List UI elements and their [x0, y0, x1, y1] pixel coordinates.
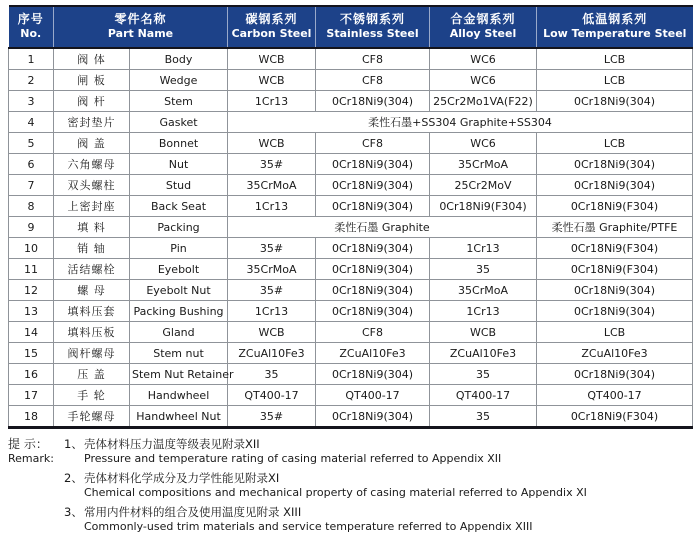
cell-material: LCB [537, 322, 693, 343]
cell-material: QT400-17 [537, 385, 693, 406]
cell-no: 7 [9, 175, 54, 196]
table-row [9, 343, 693, 364]
cell-no: 5 [9, 133, 54, 154]
cell-no: 13 [9, 301, 54, 322]
cell-material: 0Cr18Ni9(304) [537, 280, 693, 301]
cell-no: 10 [9, 238, 54, 259]
table-row [9, 133, 693, 154]
remark-item-cn: 壳体材料化学成分及力学性能见附录XI [84, 471, 280, 485]
cell-material: 0Cr18Ni9(F304) [430, 196, 537, 217]
cell-material: 0Cr18Ni9(F304) [537, 406, 693, 428]
cell-material: ZCuAl10Fe3 [537, 343, 693, 364]
table-row [9, 154, 693, 175]
cell-part-name-cn: 填料压套 [54, 301, 130, 322]
table-row [9, 259, 693, 280]
cell-material: QT400-17 [228, 385, 316, 406]
cell-material: 35CrMoA [430, 154, 537, 175]
remark-item-number: 3、 [64, 505, 83, 519]
cell-material: 0Cr18Ni9(F304) [537, 259, 693, 280]
header-part-name [54, 6, 228, 48]
remark-item [64, 438, 692, 465]
cell-material: WCB [228, 322, 316, 343]
cell-material: 0Cr18Ni9(304) [316, 406, 430, 428]
remark-item-number: 2、 [64, 471, 83, 485]
cell-material: WC6 [430, 48, 537, 70]
header-alloy-steel-en: Alloy Steel [449, 27, 517, 40]
remark-label-en: Remark: [8, 452, 54, 465]
cell-material: WCB [228, 133, 316, 154]
table-header [9, 6, 693, 48]
remark-items [64, 438, 692, 540]
cell-part-name-en: Eyebolt [130, 259, 228, 280]
table-row [9, 196, 693, 217]
remark-label-cn: 提 示： [8, 437, 48, 451]
cell-part-name-en: Back Seat [130, 196, 228, 217]
cell-material: 35 [430, 364, 537, 385]
header-carbon-steel-en: Carbon Steel [231, 27, 312, 40]
table-row [9, 48, 693, 70]
cell-material: 柔性石墨+SS304 Graphite+SS304 [228, 112, 693, 133]
cell-part-name-en: Body [130, 48, 228, 70]
cell-no: 16 [9, 364, 54, 385]
remark-item-lines [84, 506, 532, 533]
cell-material: 0Cr18Ni9(304) [316, 238, 430, 259]
cell-no: 2 [9, 70, 54, 91]
cell-material: 0Cr18Ni9(304) [537, 154, 693, 175]
cell-material: 0Cr18Ni9(F304) [537, 196, 693, 217]
table-row [9, 238, 693, 259]
cell-no: 18 [9, 406, 54, 428]
cell-part-name-cn: 螺 母 [54, 280, 130, 301]
header-low-temp-steel [537, 6, 693, 48]
cell-material: 35CrMoA [228, 175, 316, 196]
cell-material: 35# [228, 154, 316, 175]
cell-material: WCB [430, 322, 537, 343]
cell-part-name-cn: 填料压板 [54, 322, 130, 343]
cell-material: 0Cr18Ni9(304) [537, 91, 693, 112]
header-no-cn: 序号 [17, 12, 44, 26]
remark-item-lines [84, 472, 587, 499]
cell-part-name-cn: 双头螺柱 [54, 175, 130, 196]
cell-material: 35 [228, 364, 316, 385]
header-part-name-cn: 零件名称 [114, 12, 167, 26]
remark-item-en: Pressure and temperature rating of casing material referred to Appendix XII [84, 452, 502, 465]
cell-material: 0Cr18Ni9(304) [316, 154, 430, 175]
remark-item-en: Commonly-used trim materials and service temperature referred to Appendix XIII [84, 520, 533, 533]
header-low-temp-steel-cn: 低温钢系列 [582, 12, 648, 26]
cell-material: 1Cr13 [430, 238, 537, 259]
cell-part-name-cn: 密封垫片 [54, 112, 130, 133]
cell-material: 0Cr18Ni9(304) [316, 196, 430, 217]
cell-part-name-en: Handwheel Nut [130, 406, 228, 428]
table-row [9, 322, 693, 343]
cell-no: 9 [9, 217, 54, 238]
cell-material: 0Cr18Ni9(304) [537, 175, 693, 196]
table-row [9, 70, 693, 91]
cell-material: 柔性石墨 Graphite/PTFE [537, 217, 693, 238]
cell-part-name-en: Stem Nut Retainer [130, 364, 228, 385]
cell-material: 35 [430, 406, 537, 428]
cell-part-name-cn: 上密封座 [54, 196, 130, 217]
cell-part-name-en: Eyebolt Nut [130, 280, 228, 301]
cell-part-name-en: Packing Bushing [130, 301, 228, 322]
cell-material: LCB [537, 133, 693, 154]
cell-part-name-en: Handwheel [130, 385, 228, 406]
header-part-name-en: Part Name [107, 27, 174, 40]
cell-material: 0Cr18Ni9(304) [316, 301, 430, 322]
cell-no: 14 [9, 322, 54, 343]
table-row [9, 364, 693, 385]
cell-part-name-en: Packing [130, 217, 228, 238]
cell-part-name-cn: 六角螺母 [54, 154, 130, 175]
cell-part-name-en: Stem [130, 91, 228, 112]
remark-section [8, 429, 692, 540]
remark-item-en: Chemical compositions and mechanical property of casing material referred to Appendix XI [84, 486, 587, 499]
cell-part-name-cn: 闸 板 [54, 70, 130, 91]
cell-material: 1Cr13 [430, 301, 537, 322]
table-row [9, 91, 693, 112]
cell-material: 0Cr18Ni9(304) [316, 280, 430, 301]
cell-material: 0Cr18Ni9(304) [316, 91, 430, 112]
cell-material: 0Cr18Ni9(F304) [537, 238, 693, 259]
cell-material: WC6 [430, 70, 537, 91]
cell-material: 1Cr13 [228, 301, 316, 322]
cell-material: WCB [228, 70, 316, 91]
cell-part-name-cn: 手 轮 [54, 385, 130, 406]
cell-no: 8 [9, 196, 54, 217]
cell-part-name-cn: 阀 体 [54, 48, 130, 70]
cell-material: QT400-17 [316, 385, 430, 406]
cell-material: 0Cr18Ni9(304) [537, 364, 693, 385]
cell-part-name-cn: 阀 杆 [54, 91, 130, 112]
remark-item [64, 506, 692, 533]
cell-material: 35CrMoA [228, 259, 316, 280]
remark-item-cn: 常用内件材料的组合及使用温度见附录 XIII [84, 505, 302, 519]
cell-material: ZCuAl10Fe3 [228, 343, 316, 364]
cell-material: QT400-17 [430, 385, 537, 406]
cell-material: CF8 [316, 322, 430, 343]
remark-label [8, 438, 64, 540]
materials-table [8, 5, 693, 429]
cell-material: 35 [430, 259, 537, 280]
remark-item-lines [84, 438, 501, 465]
cell-part-name-en: Stem nut [130, 343, 228, 364]
cell-part-name-en: Gasket [130, 112, 228, 133]
cell-part-name-en: Stud [130, 175, 228, 196]
cell-material: 0Cr18Ni9(304) [316, 259, 430, 280]
cell-material: 柔性石墨 Graphite [228, 217, 537, 238]
remark-item-cn: 壳体材料压力温度等级表见附录XII [84, 437, 260, 451]
cell-material: 1Cr13 [228, 91, 316, 112]
cell-material: CF8 [316, 48, 430, 70]
cell-part-name-cn: 活结螺栓 [54, 259, 130, 280]
header-alloy-steel [430, 6, 537, 48]
cell-part-name-cn: 压 盖 [54, 364, 130, 385]
cell-no: 1 [9, 48, 54, 70]
cell-material: WC6 [430, 133, 537, 154]
cell-no: 17 [9, 385, 54, 406]
cell-part-name-cn: 销 轴 [54, 238, 130, 259]
header-carbon-steel-cn: 碳钢系列 [245, 12, 298, 26]
cell-part-name-cn: 手轮螺母 [54, 406, 130, 428]
cell-material: 0Cr18Ni9(304) [316, 175, 430, 196]
header-row [9, 6, 693, 48]
header-stainless-steel-cn: 不锈钢系列 [340, 12, 406, 26]
cell-material: ZCuAl10Fe3 [430, 343, 537, 364]
header-alloy-steel-cn: 合金钢系列 [450, 12, 516, 26]
cell-part-name-cn: 阀 盖 [54, 133, 130, 154]
table-row [9, 385, 693, 406]
header-carbon-steel [228, 6, 316, 48]
cell-material: CF8 [316, 70, 430, 91]
table-row [9, 217, 693, 238]
cell-material: WCB [228, 48, 316, 70]
cell-no: 3 [9, 91, 54, 112]
cell-material: 35# [228, 280, 316, 301]
cell-material: CF8 [316, 133, 430, 154]
header-stainless-steel-en: Stainless Steel [326, 27, 419, 40]
cell-part-name-en: Pin [130, 238, 228, 259]
cell-part-name-en: Bonnet [130, 133, 228, 154]
cell-material: LCB [537, 70, 693, 91]
cell-material: LCB [537, 48, 693, 70]
table-row [9, 280, 693, 301]
cell-material: 25Cr2Mo1VA(F22) [430, 91, 537, 112]
table-body [9, 48, 693, 428]
header-no-en: No. [20, 27, 42, 40]
cell-material: 1Cr13 [228, 196, 316, 217]
table-row [9, 406, 693, 428]
cell-material: 35CrMoA [430, 280, 537, 301]
cell-no: 11 [9, 259, 54, 280]
table-row [9, 301, 693, 322]
cell-part-name-cn: 阀杆螺母 [54, 343, 130, 364]
table-row [9, 175, 693, 196]
cell-no: 4 [9, 112, 54, 133]
header-low-temp-steel-en: Low Temperature Steel [543, 27, 687, 40]
cell-material: 0Cr18Ni9(304) [316, 364, 430, 385]
remark-item [64, 472, 692, 499]
header-stainless-steel [316, 6, 430, 48]
cell-no: 12 [9, 280, 54, 301]
cell-material: 25Cr2MoV [430, 175, 537, 196]
cell-material: 35# [228, 406, 316, 428]
table-row [9, 112, 693, 133]
cell-part-name-cn: 填 料 [54, 217, 130, 238]
cell-no: 15 [9, 343, 54, 364]
cell-material: 0Cr18Ni9(304) [537, 301, 693, 322]
remark-item-number: 1、 [64, 437, 83, 451]
cell-no: 6 [9, 154, 54, 175]
cell-part-name-en: Nut [130, 154, 228, 175]
cell-part-name-en: Wedge [130, 70, 228, 91]
cell-material: ZCuAl10Fe3 [316, 343, 430, 364]
header-no [9, 6, 54, 48]
cell-material: 35# [228, 238, 316, 259]
cell-part-name-en: Gland [130, 322, 228, 343]
